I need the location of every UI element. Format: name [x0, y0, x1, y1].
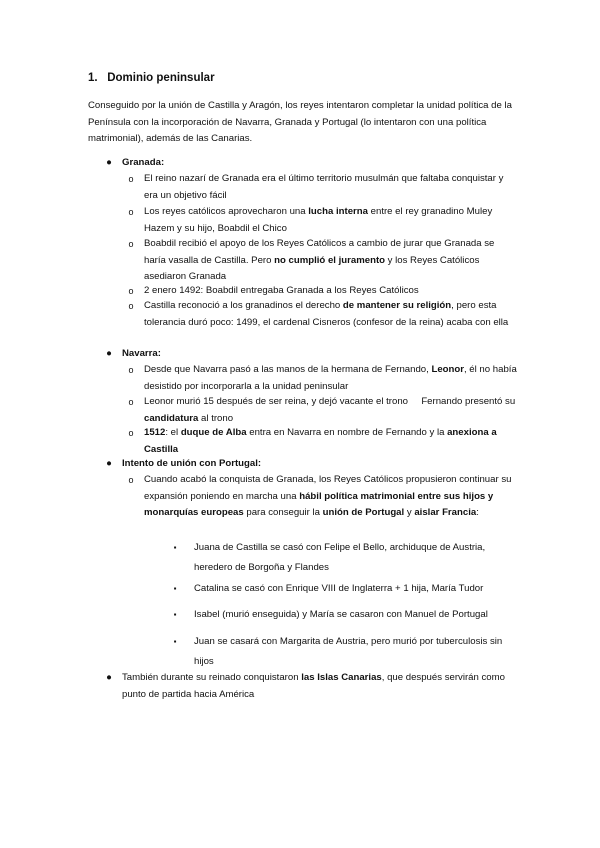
list-item: o Cuando acabó la conquista de Granada, los Reyes Católicos propusieron continuar su expansión poniendo en marcha una hábil política matrimonial entre sus hijos y monarquías europeas para conseguir la unión de Portugal y aislar Francia: — [126, 472, 518, 522]
bullet-circle-icon: o — [128, 286, 134, 296]
bullet-square-icon: ▪ — [173, 637, 177, 646]
list-item: o Castilla reconoció a los granadinos el derecho de mantener su religión, pero esta tolerancia duró poco: 1499, el cardenal Cisneros (confesor de la reina) acaba con ella — [126, 298, 518, 331]
bullet-circle-icon: o — [128, 239, 134, 249]
list-item-canarias: ● También durante su reinado conquistaron las Islas Canarias, que después servirán como punto de partida hacia América — [104, 670, 514, 703]
list-item-navarra: ● Navarra: — [104, 346, 161, 363]
bullet-circle-icon: o — [128, 475, 134, 485]
list-item: o Los reyes católicos aprovecharon una lucha interna entre el rey granadino Muley Hazem y su hijo, Boabdil el Chico — [126, 204, 518, 237]
bullet-circle-icon: o — [128, 174, 134, 184]
bullet-disc-icon: ● — [106, 348, 112, 359]
list-item: o Leonor murió 15 después de ser reina, y dejó vacante el trono Fernando presentó su candidatura al trono — [126, 394, 518, 427]
list-item-granada: ● Granada: — [104, 155, 164, 172]
granada-title: Granada — [122, 157, 161, 168]
bullet-square-icon: ▪ — [173, 610, 177, 619]
bullet-square-icon: ▪ — [173, 543, 177, 552]
list-item: o 1512: el duque de Alba entra en Navarra en nombre de Fernando y la anexiona a Castilla — [126, 425, 518, 458]
list-item-portugal: ● Intento de unión con Portugal: — [104, 456, 261, 473]
bullet-square-icon: ▪ — [173, 584, 177, 593]
bullet-circle-icon: o — [128, 365, 134, 375]
list-item: o 2 enero 1492: Boabdil entregaba Granada a los Reyes Católicos — [126, 283, 518, 300]
bullet-disc-icon: ● — [106, 458, 112, 469]
list-item-marriage: ▪ Isabel (murió enseguida) y María se casaron con Manuel de Portugal — [170, 605, 518, 625]
intro-paragraph: Conseguido por la unión de Castilla y Aragón, los reyes intentaron completar la unidad política de la Península con la incorporación de Navarra, Granada y Portugal (lo intentaron con una política matrimonial), además de las Canarias. — [88, 100, 512, 144]
section-number: 1. — [88, 72, 98, 84]
list-item: o El reino nazarí de Granada era el último territorio musulmán que faltaba conquistar y era un objetivo fácil — [126, 171, 518, 204]
bullet-disc-icon: ● — [106, 672, 112, 683]
section-heading — [88, 72, 215, 84]
bullet-circle-icon: o — [128, 301, 134, 311]
bullet-circle-icon: o — [128, 428, 134, 438]
section-title: Dominio peninsular — [107, 72, 215, 84]
list-item: o Boabdil recibió el apoyo de los Reyes Católicos a cambio de jurar que Granada se haría vasalla de Castilla. Pero no cumplió el juramento y los Reyes Católicos asediaron Granada — [126, 236, 518, 286]
bullet-circle-icon: o — [128, 397, 134, 407]
list-item-marriage: ▪ Juan se casará con Margarita de Austria, pero murió por tuberculosis sin hijos — [170, 632, 518, 672]
portugal-title: Intento de unión con Portugal — [122, 458, 258, 469]
bullet-disc-icon: ● — [106, 157, 112, 168]
list-item-marriage: ▪ Juana de Castilla se casó con Felipe el Bello, archiduque de Austria, heredero de Borgoña y Flandes — [170, 538, 518, 578]
navarra-title: Navarra — [122, 348, 158, 359]
list-item: o Desde que Navarra pasó a las manos de la hermana de Fernando, Leonor, él no había desistido por incorporarla a la unidad peninsular — [126, 362, 518, 395]
list-item-marriage: ▪ Catalina se casó con Enrique VIII de Inglaterra + 1 hija, María Tudor — [170, 579, 518, 599]
bullet-circle-icon: o — [128, 207, 134, 217]
